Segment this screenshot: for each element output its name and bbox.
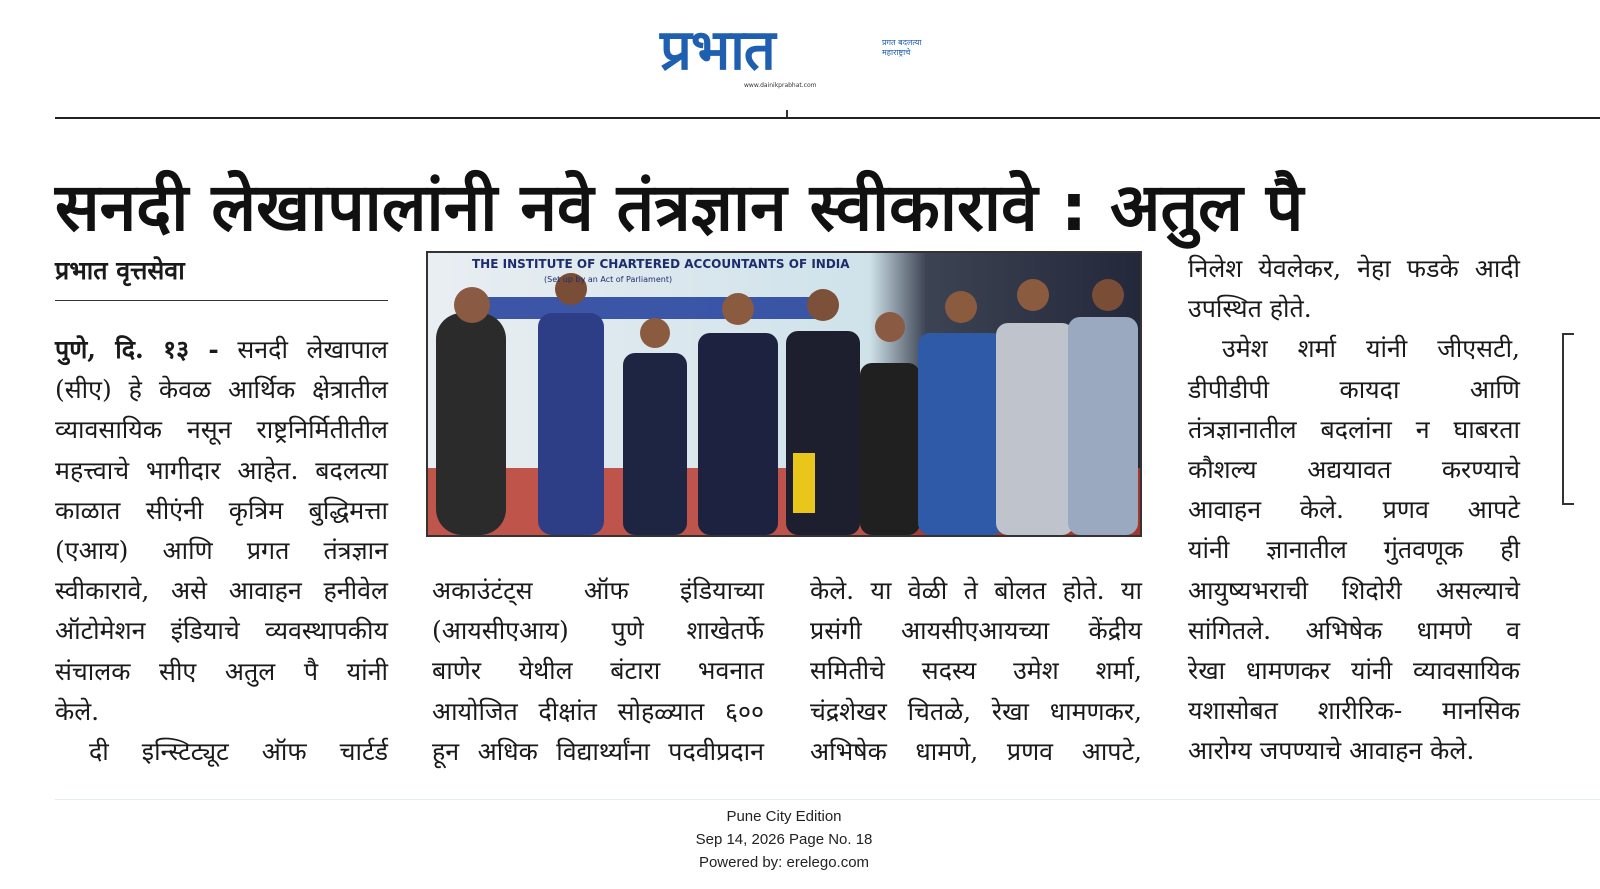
body-line: यांनी ज्ञानातील गुंतवणूक ही xyxy=(1188,535,1520,565)
event-photo xyxy=(426,251,1142,537)
photo-banner-sub: (Set up by an Act of Parliament) xyxy=(544,275,673,284)
masthead-name: प्रभात xyxy=(660,18,775,83)
body-line: काळात सीएंनी कृत्रिम बुद्धिमत्ता xyxy=(55,495,388,525)
body-line: आवाहन केले. प्रणव आपटे xyxy=(1188,495,1520,525)
powered-by-link[interactable]: Powered by: erelego.com xyxy=(698,854,870,871)
body-line: तंत्रज्ञानातील बदलांना न घाबरता xyxy=(1188,414,1520,444)
body-line: रेखा धामणकर यांनी व्यावसायिक xyxy=(1188,656,1520,686)
body-line: आरोग्य जपण्याचे आवाहन केले. xyxy=(1188,736,1475,766)
body-line: यशासोबत शारीरिक- मानसिक xyxy=(1188,696,1520,726)
body-line: केले. या वेळी ते बोलत होते. या xyxy=(810,576,1142,605)
body-line: डीपीडीपी कायदा आणि xyxy=(1188,374,1520,404)
banner-strip xyxy=(468,297,828,319)
dateline: पुणे, दि. १३ - xyxy=(55,335,219,364)
body-line: ऑटोमेशन इंडियाचे व्यवस्थापकीय xyxy=(55,616,388,646)
masthead-logo xyxy=(660,18,960,98)
center-tick xyxy=(786,110,788,117)
body-line: उपस्थित होते. xyxy=(1188,294,1312,324)
article-column-2 xyxy=(432,571,764,772)
body-line: आयुष्यभराची शिदोरी असल्याचे xyxy=(1188,575,1520,605)
body-line: संचालक सीए अतुल पै यांनी xyxy=(55,656,388,686)
date-page-label: Sep 14, 2026 Page No. 18 xyxy=(695,831,873,848)
body-line: प्रसंगी आयसीएआयच्या केंद्रीय xyxy=(810,616,1142,646)
photo-banner-title: THE INSTITUTE OF CHARTERED ACCOUNTANTS OF INDIA xyxy=(472,257,850,271)
lamp-flowers xyxy=(793,453,815,513)
body-line: महत्त्वाचे भागीदार आहेत. बदलत्या xyxy=(55,455,388,485)
footer-rule xyxy=(55,799,1600,800)
body-line: चंद्रशेखर चितळे, रेखा धामणकर, xyxy=(810,696,1142,726)
body-line: आयोजित दीक्षांत सोहळ्यात ६०० xyxy=(432,696,764,726)
page-footer xyxy=(600,805,968,874)
body-line: व्यावसायिक नसून राष्ट्रनिर्मितीतील xyxy=(55,415,388,445)
masthead-rule xyxy=(55,117,1600,119)
body-line: (आयसीएआय) पुणे शाखेतर्फे xyxy=(432,616,764,646)
byline: प्रभात वृत्तसेवा xyxy=(55,256,185,285)
body-line: सनदी लेखापाल xyxy=(237,335,388,364)
body-line: अभिषेक धामणे, प्रणव आपटे, xyxy=(810,736,1142,766)
adjacent-article-edge xyxy=(1562,333,1574,505)
body-line: हून अधिक विद्यार्थ्यांना पदवीप्रदान xyxy=(432,736,764,766)
body-line: स्वीकारावे, असे आवाहन हनीवेल xyxy=(55,576,388,606)
body-line: समितीचे सदस्य उमेश शर्मा, xyxy=(810,656,1142,686)
edition-label: Pune City Edition xyxy=(726,808,842,825)
body-line: अकाउंटंट्स ऑफ इंडियाच्या xyxy=(432,576,764,605)
masthead-url: www.dainikprabhat.com xyxy=(744,82,817,89)
article-column-1 xyxy=(55,330,388,772)
body-line: (सीए) हे केवळ आर्थिक क्षेत्रातील xyxy=(55,375,388,405)
body-line: निलेश येवलेकर, नेहा फडके आदी xyxy=(1188,254,1520,283)
byline-rule xyxy=(55,300,388,301)
body-line: (एआय) आणि प्रगत तंत्रज्ञान xyxy=(55,536,388,566)
article-column-4 xyxy=(1188,249,1520,772)
masthead-tagline: प्रगत बदलत्या महाराष्ट्राचे xyxy=(882,38,922,57)
article-column-3 xyxy=(810,571,1142,772)
body-line: उमेश शर्मा यांनी जीएसटी, xyxy=(1222,334,1520,364)
body-line: सांगितले. अभिषेक धामणे व xyxy=(1188,615,1520,645)
body-line: केले. xyxy=(55,696,100,726)
body-line: बाणेर येथील बंटारा भवनात xyxy=(432,656,764,686)
body-line: दी इन्स्टिट्यूट ऑफ चार्टर्ड xyxy=(89,737,388,767)
photo-scene xyxy=(428,253,1140,535)
body-line: कौशल्य अद्ययावत करण्याचे xyxy=(1188,455,1520,485)
article-headline: सनदी लेखापालांनी नवे तंत्रज्ञान स्वीकारावे : अतुल पै xyxy=(55,169,1304,246)
